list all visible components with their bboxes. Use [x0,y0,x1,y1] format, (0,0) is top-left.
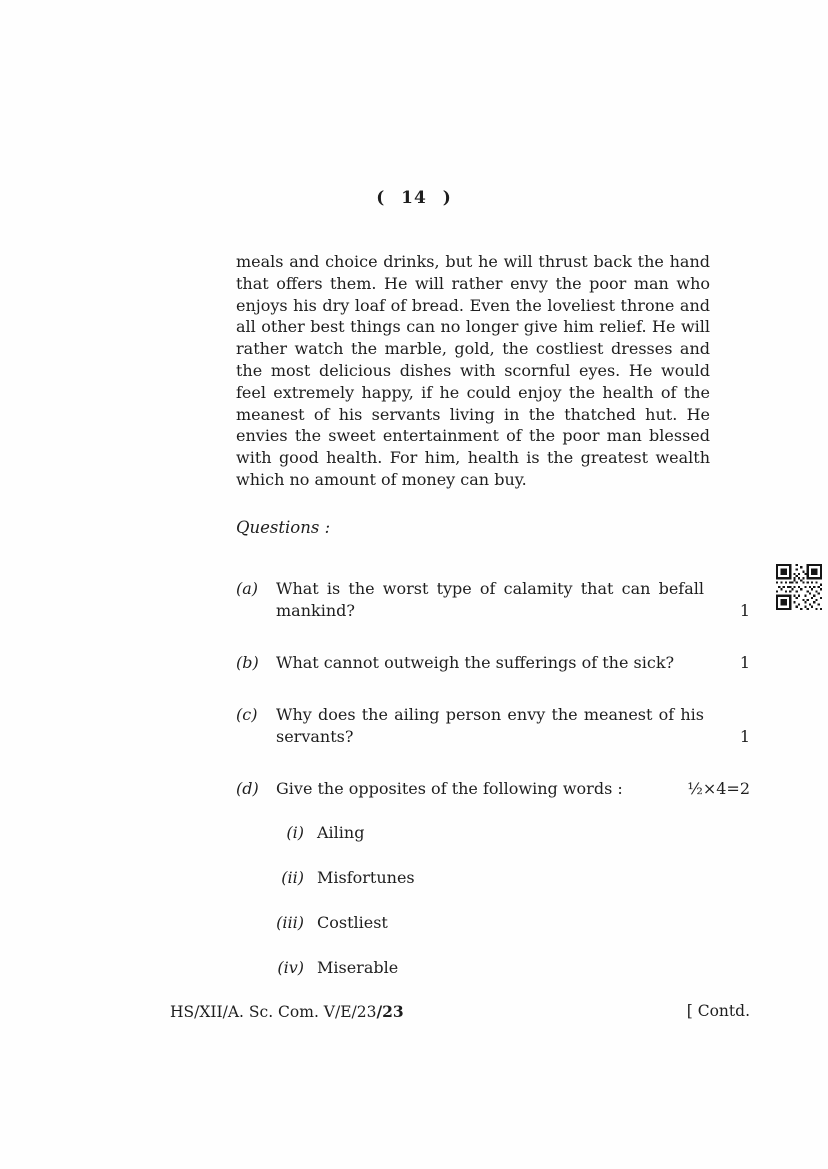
contd-note: [ Contd. [686,1002,750,1020]
list-item-text: Costliest [317,913,388,932]
question-a-text: What is the worst type of calamity that can befall mankind? [276,579,704,620]
list-item [266,822,415,844]
question-a-marks: 1 [739,601,750,620]
question-d-label: (d) [236,779,259,798]
list-item-text: Misfortunes [317,868,415,887]
page-number: ( 14 ) [376,188,452,208]
list-item [266,867,415,889]
questions-list [236,578,750,830]
list-item [266,957,415,979]
list-item-label: (i) [286,823,304,842]
list-item [266,912,415,934]
paper-code: HS/XII/A. Sc. Com. V/E/23/23 [170,1002,404,1021]
qr-code-icon [776,564,822,610]
question-a-label: (a) [236,579,259,598]
question-b-label: (b) [236,653,259,672]
question-b [236,652,750,674]
question-c-marks: 1 [739,727,750,746]
paper-code-bold: /23 [376,1002,404,1021]
question-c-text: Why does the ailing person envy the meanest of his servants? [276,705,704,746]
passage-paragraph: meals and choice drinks, but he will thrust back the hand that offers them. He will rather envy the poor man who enjoys his dry loaf of bread. Even the loveliest throne and all other best things can no longer give him relief. He will rather watch the marble, gold, the costliest dresses and the most delicious dishes with scornful eyes. He would feel extremely happy, if he could enjoy the health of the meanest of his servants living in the thatched hut. He envies the sweet entertainment of the poor man blessed with good health. For him, health is the greatest wealth which no amount of money can buy. [236,252,710,489]
question-d [236,778,750,800]
opposites-word-list [266,822,415,1002]
questions-heading: Questions : [236,518,331,537]
question-d-text: Give the opposites of the following words : [276,779,623,798]
question-a [236,578,750,622]
question-d-marks: ½×4=2 [687,779,750,798]
page-footer [170,1002,750,1021]
question-b-marks: 1 [739,653,750,672]
list-item-label: (ii) [281,868,304,887]
question-c [236,704,750,748]
list-item-label: (iii) [276,913,304,932]
list-item-text: Ailing [317,823,365,842]
list-item-label: (iv) [277,958,304,977]
list-item-text: Miserable [317,958,399,977]
question-b-text: What cannot outweigh the sufferings of the sick? [276,653,675,672]
question-c-label: (c) [236,705,258,724]
